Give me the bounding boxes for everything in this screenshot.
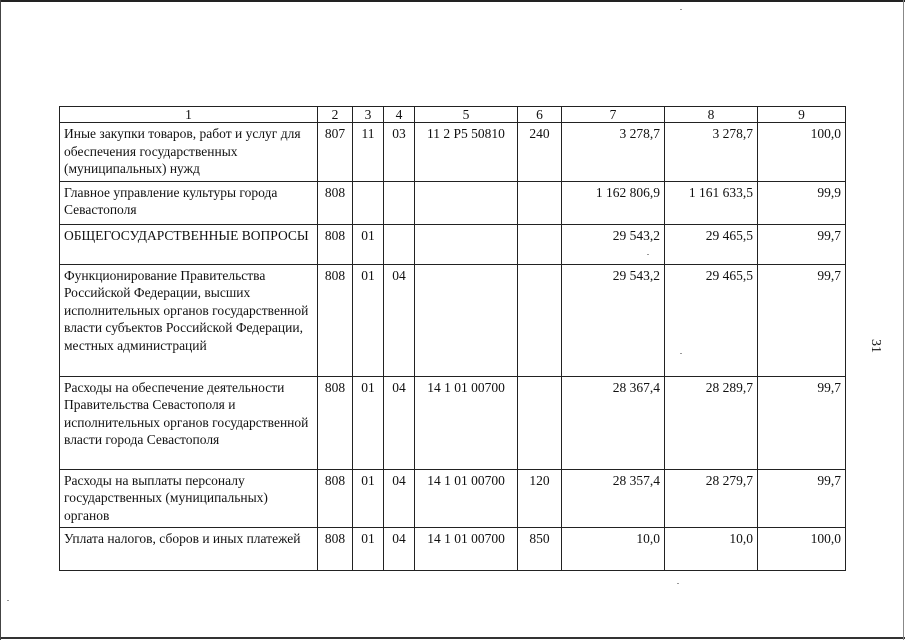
table-row (60, 376, 846, 469)
header-cell: 3 (353, 107, 384, 123)
expense-name: Уплата налогов, сборов и иных платежей (60, 528, 318, 571)
subsection-code: 04 (384, 376, 415, 469)
expense-type-code (518, 224, 562, 264)
budget-execution-table (59, 106, 846, 571)
expense-name: Главное управление культуры города Севастополя (60, 181, 318, 224)
table-row (60, 528, 846, 571)
executed-amount: 10,0 (665, 528, 758, 571)
executed-amount: 3 278,7 (665, 123, 758, 182)
planned-amount: 10,0 (562, 528, 665, 571)
ministry-code: 808 (318, 376, 353, 469)
execution-percent: 100,0 (758, 123, 846, 182)
page-right-edge (903, 0, 904, 640)
expense-name: Иные закупки товаров, работ и услуг для обеспечения государственных (муниципальных) нужд (60, 123, 318, 182)
target-article-code (415, 224, 518, 264)
header-cell: 5 (415, 107, 518, 123)
target-article-code: 14 1 01 00700 (415, 528, 518, 571)
planned-amount: 29 543,2 (562, 224, 665, 264)
section-code: 01 (353, 528, 384, 571)
ministry-code: 808 (318, 469, 353, 528)
section-code: 01 (353, 469, 384, 528)
header-row (60, 107, 846, 123)
page-top-edge (0, 0, 905, 2)
section-code: 01 (353, 264, 384, 376)
page-bottom-edge (0, 637, 905, 639)
expense-type-code (518, 181, 562, 224)
subsection-code (384, 181, 415, 224)
section-code: 01 (353, 224, 384, 264)
target-article-code (415, 264, 518, 376)
scan-speck (7, 600, 9, 601)
ministry-code: 808 (318, 224, 353, 264)
table-row (60, 181, 846, 224)
expense-name: ОБЩЕГОСУДАРСТВЕННЫЕ ВОПРОСЫ (60, 224, 318, 264)
scan-speck (680, 353, 682, 354)
executed-amount: 28 289,7 (665, 376, 758, 469)
header-cell: 2 (318, 107, 353, 123)
planned-amount: 28 367,4 (562, 376, 665, 469)
header-cell: 8 (665, 107, 758, 123)
expense-type-code: 240 (518, 123, 562, 182)
header-cell: 1 (60, 107, 318, 123)
subsection-code: 04 (384, 469, 415, 528)
target-article-code: 14 1 01 00700 (415, 469, 518, 528)
ministry-code: 808 (318, 181, 353, 224)
planned-amount: 1 162 806,9 (562, 181, 665, 224)
target-article-code: 11 2 P5 50810 (415, 123, 518, 182)
expense-name: Расходы на выплаты персоналу государственных (муниципальных) органов (60, 469, 318, 528)
subsection-code: 04 (384, 528, 415, 571)
expense-type-code (518, 376, 562, 469)
execution-percent: 99,9 (758, 181, 846, 224)
expense-name: Расходы на обеспечение деятельности Правительства Севастополя и исполнительных органов государственной власти города Севастополя (60, 376, 318, 469)
expense-type-code: 850 (518, 528, 562, 571)
subsection-code: 04 (384, 264, 415, 376)
execution-percent: 99,7 (758, 376, 846, 469)
table-row (60, 264, 846, 376)
executed-amount: 29 465,5 (665, 264, 758, 376)
ministry-code: 808 (318, 528, 353, 571)
execution-percent: 99,7 (758, 264, 846, 376)
section-code (353, 181, 384, 224)
executed-amount: 29 465,5 (665, 224, 758, 264)
scan-speck (680, 9, 682, 10)
execution-percent: 99,7 (758, 469, 846, 528)
execution-percent: 100,0 (758, 528, 846, 571)
header-cell: 6 (518, 107, 562, 123)
header-cell: 7 (562, 107, 665, 123)
header-cell: 9 (758, 107, 846, 123)
expense-type-code (518, 264, 562, 376)
planned-amount: 28 357,4 (562, 469, 665, 528)
section-code: 01 (353, 376, 384, 469)
expense-type-code: 120 (518, 469, 562, 528)
page-left-edge (0, 0, 1, 640)
scan-speck (677, 583, 679, 584)
executed-amount: 1 161 633,5 (665, 181, 758, 224)
subsection-code (384, 224, 415, 264)
header-cell: 4 (384, 107, 415, 123)
execution-percent: 99,7 (758, 224, 846, 264)
planned-amount: 29 543,2 (562, 264, 665, 376)
target-article-code: 14 1 01 00700 (415, 376, 518, 469)
executed-amount: 28 279,7 (665, 469, 758, 528)
expense-name: Функционирование Правительства Российской Федерации, высших исполнительных органов государственной власти субъектов Российской Федерации, местных администраций (60, 264, 318, 376)
table-row (60, 224, 846, 264)
ministry-code: 807 (318, 123, 353, 182)
scan-speck (647, 254, 649, 255)
page-number: 31 (868, 339, 883, 353)
planned-amount: 3 278,7 (562, 123, 665, 182)
table-row (60, 469, 846, 528)
ministry-code: 808 (318, 264, 353, 376)
section-code: 11 (353, 123, 384, 182)
target-article-code (415, 181, 518, 224)
subsection-code: 03 (384, 123, 415, 182)
table-row (60, 123, 846, 182)
